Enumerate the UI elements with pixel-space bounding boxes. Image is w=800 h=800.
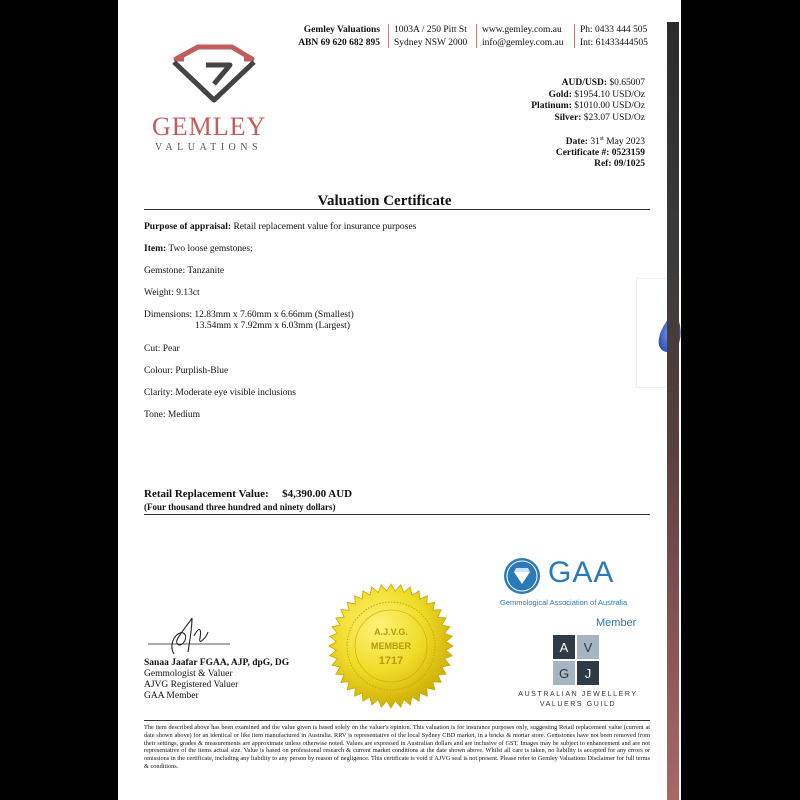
company-abn: ABN 69 620 682 895 [298, 38, 380, 48]
date-label: Date: [565, 137, 588, 148]
ref-label: Ref: [594, 159, 612, 170]
silver-value: $23.07 USD/Oz [583, 112, 645, 123]
colour-field: Colour: Purplish-Blue [144, 366, 229, 376]
disclaimer-divider [144, 720, 650, 721]
dimensions-field [144, 310, 354, 332]
valuer-membership: GAA Member [144, 691, 199, 701]
cut-field: Cut: Pear [144, 344, 180, 354]
silver-label: Silver: [554, 112, 582, 123]
valuation-row [144, 488, 352, 500]
valuer-block [144, 658, 289, 702]
ajvg-line1: AUSTRALIAN JEWELLERY [518, 691, 638, 698]
gaa-acronym: GAA [548, 556, 615, 589]
ajvg-logo-icon [553, 635, 599, 685]
item-label: Item: [144, 244, 167, 254]
ajvg-letter-g: G [558, 666, 570, 681]
gaa-member-label: Member [596, 617, 637, 629]
diamond-g-icon [172, 44, 256, 104]
date-rest: May 2023 [606, 137, 645, 148]
gaa-full-name: Gemmological Association of Australia [500, 598, 628, 607]
platinum-value: $1010.00 USD/Oz [574, 101, 645, 111]
rates-block [445, 78, 645, 124]
certificate-label: Certificate #: [555, 148, 610, 159]
item-value: Two loose gemstones; [168, 244, 253, 254]
address-line2: Sydney NSW 2000 [394, 38, 468, 48]
seal-number: 1717 [378, 655, 404, 667]
header-divider [388, 24, 389, 48]
meta-block [445, 134, 645, 170]
weight-field: Weight: 9.13ct [144, 288, 200, 298]
address-block [394, 24, 467, 50]
email-link[interactable]: info@gemley.com.au [482, 38, 564, 48]
phone-number[interactable]: Ph: 0433 444 505 [580, 25, 648, 35]
date-day: 31 [590, 137, 600, 148]
platinum-label: Platinum: [531, 101, 572, 111]
ajvg-line2: VALUERS GUILD [539, 701, 617, 708]
gaa-diamond-icon [502, 556, 542, 596]
disclaimer-text: The item described above has been examined and the value given is based solely on the valuer's opinion. This valuation is for insurance purposes only, suggesting Retail replacement value (current at date shown above) for an identical or like item manufactured in Australia. RRV is representative of the local Sydney CBD market, in a bricks & mortar store. Gemstones have not been removed from their settings, grades & measurements are approximate unless otherwise noted. Values are expressed in Australian dollars and are inclusive of GST. Images may be subject to enhancement and are not representative of the items actual size. Value is based on professional research & current market conditions at the date shown above. Whilst all care is taken, no liability is accepted for any errors or omissions in the certificate, including any liability to any person by reason of negligence. This certificate is void if AJVG seal is not present. Please refer to Gemley Valuations Disclaimer for full terms & conditions. [144, 724, 650, 770]
header-divider [476, 24, 477, 48]
purpose-field [144, 222, 416, 233]
valuation-label: Retail Replacement Value: [144, 488, 269, 500]
valuation-words: (Four thousand three hundred and ninety dollars) [144, 502, 336, 512]
valuation-divider [144, 514, 650, 515]
decorative-side-bar [667, 22, 679, 800]
dimensions-large: 13.54mm x 7.92mm x 6.03mm (Largest) [195, 321, 350, 331]
date-suffix: st [599, 136, 604, 142]
clarity-field: Clarity: Moderate eye visible inclusions [144, 388, 296, 398]
certificate-page [118, 0, 681, 800]
dimensions-label: Dimensions: [144, 310, 193, 320]
seal-middle-text: MEMBER [371, 641, 411, 651]
ref-number: 09/1025 [613, 159, 645, 170]
aud-usd-label: AUD/USD: [561, 78, 607, 88]
valuer-role: Gemmologist & Valuer [144, 669, 233, 679]
intl-phone-number[interactable]: Int: 61433444505 [580, 38, 648, 48]
dimensions-small: 12.83mm x 7.60mm x 6.66mm (Smallest) [194, 310, 354, 320]
signature-image [148, 614, 238, 660]
valuer-registration: AJVG Registered Valuer [144, 680, 239, 690]
purpose-value: Retail replacement value for insurance purposes [233, 222, 417, 232]
certificate-number: 0523159 [611, 148, 645, 159]
ajvg-seal-icon [328, 583, 454, 709]
seal-top-text: A.J.V.G. [374, 627, 408, 637]
logo-name: GEMLEY [152, 112, 267, 141]
page-title: Valuation Certificate [317, 193, 452, 209]
title-divider [144, 209, 650, 210]
ajvg-name [508, 690, 648, 710]
gemstone-field: Gemstone: Tanzanite [144, 266, 225, 276]
gold-value: $1954.10 USD/Oz [574, 89, 645, 100]
gold-label: Gold: [548, 89, 572, 100]
ajvg-letter-j: J [584, 666, 592, 681]
phone-block [580, 24, 648, 50]
web-block [482, 24, 563, 50]
website-link[interactable]: www.gemley.com.au [482, 25, 562, 35]
logo-subtitle: VALUATIONS [155, 142, 263, 153]
item-field [144, 244, 253, 255]
header-divider [574, 24, 575, 48]
company-block [298, 24, 380, 50]
purpose-label: Purpose of appraisal: [144, 222, 232, 232]
valuation-amount: $4,390.00 AUD [282, 488, 353, 500]
valuer-name: Sanaa Jaafar FGAA, AJP, dpG, DG [144, 658, 290, 668]
address-line1: 1003A / 250 Pitt St [394, 25, 467, 35]
tone-field: Tone: Medium [144, 410, 201, 420]
ajvg-letter-v: V [583, 640, 593, 655]
aud-usd-value: $0.65007 [609, 78, 645, 88]
company-name: Gemley Valuations [303, 25, 380, 35]
ajvg-letter-a: A [559, 640, 569, 655]
